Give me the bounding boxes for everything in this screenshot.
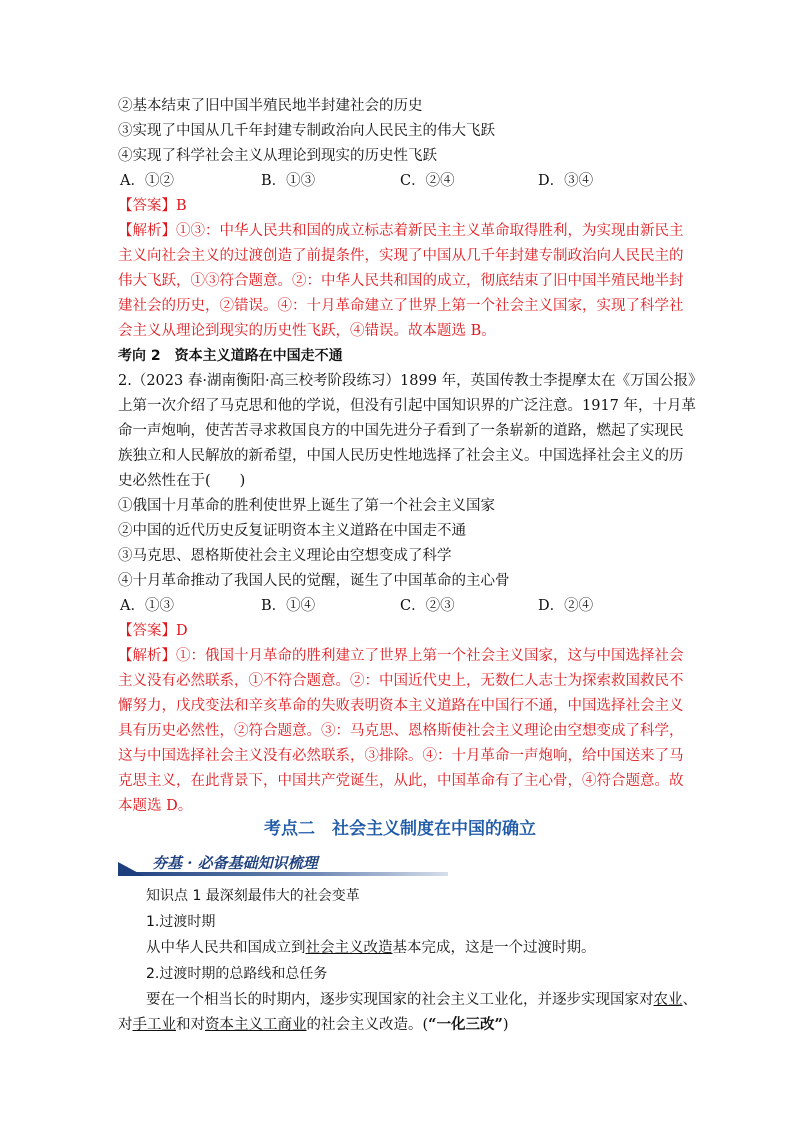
q2-stem-line: 史必然性在于( ) bbox=[118, 473, 246, 489]
q2-analysis-line: 本题选 D。 bbox=[118, 798, 193, 814]
q2-analysis-line: 具有历史必然性，②符合题意。③：马克思、恩格斯使社会主义理论由空想变成了科学， bbox=[118, 723, 684, 739]
q1-answer: 【答案】B bbox=[118, 198, 187, 214]
q2-analysis-line: 【解析】①：俄国十月革命的胜利建立了世界上第一个社会主义国家，这与中国选择社会 bbox=[118, 648, 684, 664]
knowledge-heading-1: 1.过渡时期 bbox=[146, 914, 216, 930]
q1-option-3: ③实现了中国从几千年封建专制政治向人民民主的伟大飞跃 bbox=[118, 123, 495, 139]
q2-analysis-line: 主义没有必然联系，①不符合题意。②：中国近代史上，无数仁人志士为探索救国救民不 bbox=[118, 673, 684, 689]
q1-choice-b: B．①③ bbox=[261, 173, 316, 189]
underlined-term: 资本主义工商业 bbox=[205, 1017, 307, 1033]
text: 的社会主义改造。( bbox=[306, 1017, 429, 1033]
knowledge-point-1: 知识点 1 最深刻最伟大的社会变革 bbox=[146, 888, 360, 904]
section-title: 考点二 社会主义制度在中国的确立 bbox=[264, 819, 536, 839]
q1-analysis-line: 【解析】①③：中华人民共和国的成立标志着新民主主义革命取得胜利，为实现由新民主 bbox=[118, 223, 684, 239]
q2-analysis-line: 克思主义，在此背景下，中国共产党诞生，从此，中国革命有了主心骨，④符合题意。故 bbox=[118, 773, 684, 789]
q2-choice-a: A．①③ bbox=[120, 598, 174, 614]
knowledge-heading-2: 2.过渡时期的总路线和总任务 bbox=[146, 966, 328, 982]
text: 基本完成，这是一个过渡时期。 bbox=[392, 940, 596, 956]
q1-analysis-line: 主义向社会主义的过渡创造了前提条件，实现了中国从几千年封建专制政治向人民民主的 bbox=[118, 248, 684, 264]
q1-choice-d: D．③④ bbox=[538, 173, 594, 189]
knowledge-paragraph-1 bbox=[146, 938, 596, 958]
text: 和对 bbox=[176, 1017, 205, 1033]
q1-option-4: ④实现了科学社会主义从理论到现实的历史性飞跃 bbox=[118, 148, 437, 164]
q2-option-1: ①俄国十月革命的胜利使世界上诞生了第一个社会主义国家 bbox=[118, 498, 495, 514]
q1-analysis-line: 建社会的历史，②错误。④：十月革命建立了世界上第一个社会主义国家，实现了科学社 bbox=[118, 298, 684, 314]
q1-analysis-line: 会主义从理论到现实的历史性飞跃，④错误。故本题选 B。 bbox=[118, 323, 496, 339]
q2-stem-line: 上第一次介绍了马克思和他的学说，但没有引起中国知识界的广泛注意。1917 年，十月革 bbox=[118, 398, 697, 414]
q2-stem-line: 2.（2023 春·湖南衡阳·高三校考阶段练习）1899 年，英国传教士李提摩太在《万国公报》 bbox=[118, 373, 703, 389]
q1-option-2: ②基本结束了旧中国半殖民地半封建社会的历史 bbox=[118, 98, 423, 114]
banner-label: 夯基 · 必备基础知识梳理 bbox=[152, 854, 318, 872]
q2-option-2: ②中国的近代历史反复证明资本主义道路在中国走不通 bbox=[118, 523, 466, 539]
underlined-term: 社会主义改造 bbox=[305, 940, 393, 956]
q2-choice-c: C．②③ bbox=[400, 598, 455, 614]
q2-answer: 【答案】D bbox=[118, 623, 188, 639]
knowledge-banner bbox=[118, 851, 448, 879]
underlined-term: 农业 bbox=[653, 992, 683, 1008]
knowledge-paragraph-2-line-2 bbox=[118, 1015, 509, 1035]
q1-choice-c: C．②④ bbox=[400, 173, 455, 189]
q2-stem-line: 命一声炮响，使苦苦寻求救国良方的中国先进分子看到了一条崭新的道路，燃起了实现民 bbox=[118, 423, 684, 439]
q2-stem-line: 族独立和人民解放的新希望，中国人民历史性地选择了社会主义。中国选择社会主义的历 bbox=[118, 448, 684, 464]
q2-choice-d: D．②④ bbox=[538, 598, 594, 614]
underlined-term: 手工业 bbox=[132, 1017, 176, 1033]
knowledge-paragraph-2-line-1 bbox=[146, 990, 697, 1010]
direction-2-heading: 考向 2 资本主义道路在中国走不通 bbox=[118, 348, 343, 364]
q2-choice-b: B．①④ bbox=[261, 598, 316, 614]
text: 对 bbox=[118, 1017, 133, 1033]
q1-choice-a: A．①② bbox=[120, 173, 174, 189]
q2-option-4: ④十月革命推动了我国人民的觉醒，诞生了中国革命的主心骨 bbox=[118, 573, 510, 589]
text: 要在一个相当长的时期内，逐步实现国家的社会主义工业化，并逐步实现国家对 bbox=[146, 992, 654, 1008]
q2-analysis-line: 这与中国选择社会主义没有必然联系，③排除。④：十月革命一声炮响，给中国送来了马 bbox=[118, 748, 684, 764]
q1-analysis-line: 伟大飞跃，①③符合题意。②：中华人民共和国的成立，彻底结束了旧中国半殖民地半封 bbox=[118, 273, 684, 289]
text: 从中华人民共和国成立到 bbox=[146, 940, 306, 956]
q2-analysis-line: 懈努力，戊戌变法和辛亥革命的失败表明资本主义道路在中国行不通，中国选择社会主义 bbox=[118, 698, 684, 714]
text: 、 bbox=[682, 992, 697, 1008]
text: ) bbox=[502, 1017, 509, 1033]
banner-triangle-icon bbox=[118, 862, 144, 876]
q2-option-3: ③马克思、恩格斯使社会主义理论由空想变成了科学 bbox=[118, 548, 452, 564]
summary-phrase: “一化三改” bbox=[428, 1016, 503, 1033]
